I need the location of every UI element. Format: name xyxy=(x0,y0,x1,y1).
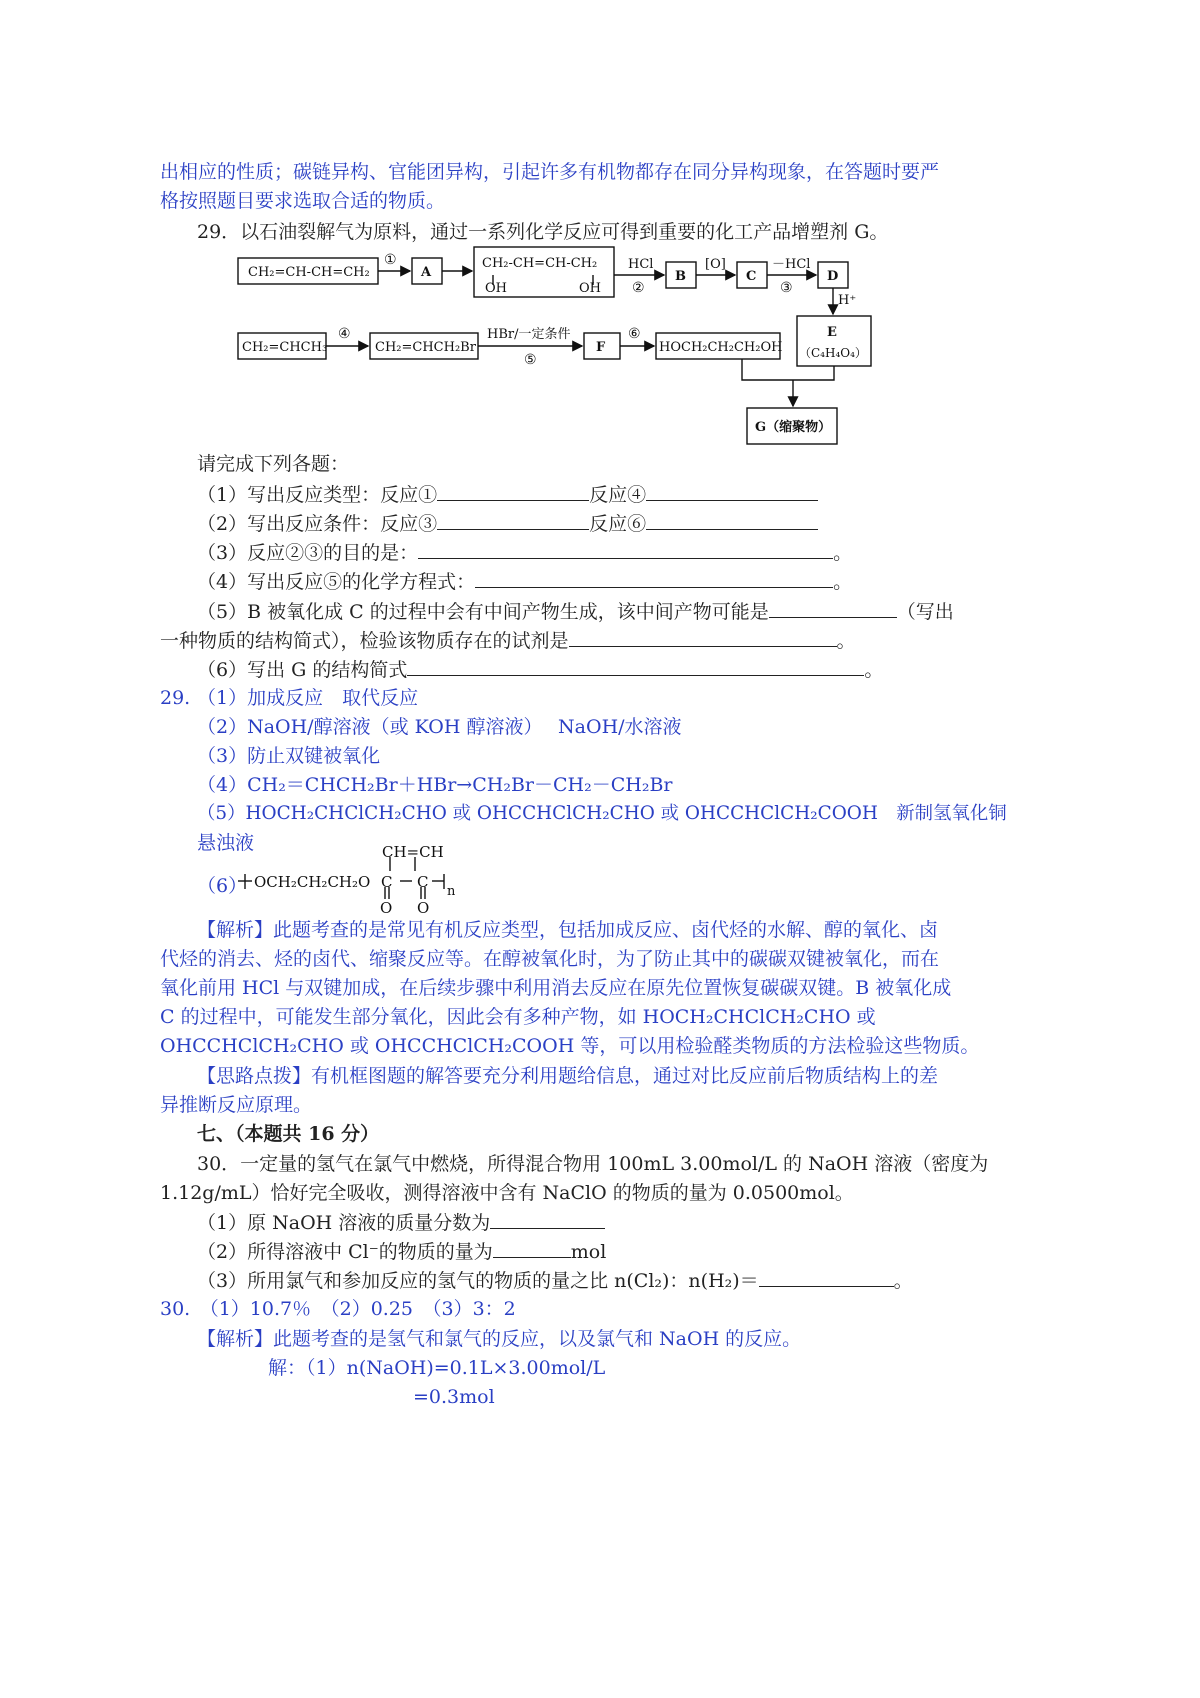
blank-equation5[interactable] xyxy=(475,567,833,588)
a30-solution-1: 解：（1）n(NaOH)=0.1L×3.00mol/L xyxy=(268,1357,606,1379)
diagram-D: D xyxy=(827,269,839,284)
q29-part5 xyxy=(197,597,954,626)
blank-intermediate[interactable] xyxy=(769,597,897,618)
polymer-c2: C xyxy=(417,873,429,891)
reaction-diagram xyxy=(0,0,1200,470)
diagram-E: E xyxy=(827,325,837,340)
a29-6-label: （6） xyxy=(197,875,248,897)
q29-p6-label: （6）写出 G 的结构简式 xyxy=(197,659,408,681)
q29-prompt: 请完成下列各题： xyxy=(197,453,350,475)
blank-condition6[interactable] xyxy=(646,509,818,530)
a30-analysis: 【解析】此题考查的是氢气和氯气的反应，以及氯气和 NaOH 的反应。 xyxy=(197,1328,802,1350)
a29-5a: （5）HOCH₂CHClCH₂CHO 或 OHCCHClCH₂CHO 或 OHCCHClCH₂COOH 新制氢氧化铜 xyxy=(197,803,1007,824)
a29-tip-2: 异推断反应原理。 xyxy=(160,1094,313,1116)
polymer-o1: O xyxy=(380,899,393,915)
diagram-E-formula: （C₄H₄O₄） xyxy=(799,346,867,360)
polymer-chain: OCH₂CH₂CH₂O xyxy=(254,873,371,891)
q29-part2 xyxy=(197,509,818,538)
diagram-propanediol: HOCH₂CH₂CH₂OH xyxy=(659,340,783,355)
q29-p5c-label: 一种物质的结构简式），检验该物质存在的试剂是 xyxy=(160,630,569,652)
diagram-step3: ③ xyxy=(780,280,793,296)
diagram-hcl: HCl xyxy=(628,257,654,272)
polymer-top: CH=CH xyxy=(382,845,444,861)
a29-4: （4）CH₂＝CHCH₂Br＋HBr→CH₂Br－CH₂－CH₂Br xyxy=(197,774,673,796)
period: 。 xyxy=(833,542,853,564)
diagram-oh1: OH xyxy=(485,281,507,296)
diagram-step6: ⑥ xyxy=(628,326,641,342)
diagram-A: A xyxy=(421,265,432,280)
q30-p1-label: （1）原 NaOH 溶液的质量分数为 xyxy=(197,1212,491,1234)
diagram-step2: ② xyxy=(632,280,645,296)
q29-part3 xyxy=(197,538,852,567)
polymer-n: n xyxy=(447,884,456,899)
diagram-B: B xyxy=(675,269,686,284)
diagram-butadiene: CH₂=CH-CH=CH₂ xyxy=(248,265,370,280)
q29-p2a-label: （2）写出反应条件：反应③ xyxy=(197,513,438,535)
a29-1: （1）加成反应 取代反应 xyxy=(197,687,419,709)
a30-solution-2: =0.3mol xyxy=(413,1386,495,1408)
q29-part6 xyxy=(197,655,883,684)
a29-analysis-4: C 的过程中，可能发生部分氧化，因此会有多种产物，如 HOCH₂CHClCH₂CHO 或 xyxy=(160,1006,876,1028)
diagram-minus-hcl: －HCl xyxy=(772,257,811,272)
q29-p1b-label: 反应④ xyxy=(589,484,647,506)
a29-2: （2）NaOH/醇溶液（或 KOH 醇溶液） NaOH/水溶液 xyxy=(197,716,682,738)
diagram-propene: CH₂=CHCH₃ xyxy=(242,340,328,355)
diagram-F: F xyxy=(596,340,606,355)
blank-reaction4[interactable] xyxy=(646,480,818,501)
a29-analysis-3: 氧化前用 HCl 与双键加成，在后续步骤中利用消去反应在原先位置恢复碳碳双键。B 被氧化成 xyxy=(160,977,952,999)
diagram-G: G（缩聚物） xyxy=(755,420,832,435)
a29-tip-1: 【思路点拨】有机框图题的解答要充分利用题给信息，通过对比反应前后物质结构上的差 xyxy=(197,1065,939,1087)
a29-5b: 悬浊液 xyxy=(197,832,255,854)
q29-p5a-label: （5）B 被氧化成 C 的过程中会有中间产物生成，该中间产物可能是 xyxy=(197,601,769,623)
diagram-hbr: HBr/一定条件 xyxy=(487,327,571,342)
q30-p3-label: （3）所用氯气和参加反应的氢气的物质的量之比 n(Cl₂)：n(H₂)＝ xyxy=(197,1270,759,1292)
period: 。 xyxy=(864,659,884,681)
blank-purpose[interactable] xyxy=(418,538,833,559)
diagram-allyl-bromide: CH₂=CHCH₂Br xyxy=(375,340,476,355)
diagram-mid-top: CH₂-CH=CH-CH₂ xyxy=(482,256,598,271)
diagram-step5: ⑤ xyxy=(524,352,537,368)
blank-ratio[interactable] xyxy=(759,1266,894,1287)
a29-analysis-5: OHCCHClCH₂CHO 或 OHCCHClCH₂COOH 等，可以用检验醛类物质的方法检验这些物质。 xyxy=(160,1035,980,1057)
diagram-oh2: OH xyxy=(579,281,601,296)
diagram-C: C xyxy=(746,269,757,284)
intro-line-2: 格按照题目要求选取合适的物质。 xyxy=(160,190,446,212)
q29-part5-cont xyxy=(160,626,856,655)
polymer-c1: C xyxy=(381,873,393,891)
q29-part1 xyxy=(197,480,818,509)
diagram-step4: ④ xyxy=(338,326,351,342)
q29-p2b-label: 反应⑥ xyxy=(589,513,647,535)
q29-p1a-label: （1）写出反应类型：反应① xyxy=(197,484,438,506)
a29-analysis-2: 代烃的消去、烃的卤代、缩聚反应等。在醇被氧化时，为了防止其中的碳碳双键被氧化，而在 xyxy=(160,948,940,970)
a29-analysis-1: 【解析】此题考查的是常见有机反应类型，包括加成反应、卤代烃的水解、醇的氧化、卤 xyxy=(197,919,939,941)
blank-mass-fraction[interactable] xyxy=(490,1208,605,1229)
blank-reagent[interactable] xyxy=(569,626,837,647)
diagram-oxid: [O] xyxy=(705,257,726,272)
q29-stem: 29．以石油裂解气为原料，通过一系列化学反应可得到重要的化工产品增塑剂 G。 xyxy=(197,221,889,243)
diagram-hplus: H⁺ xyxy=(838,293,857,308)
period: 。 xyxy=(836,630,856,652)
q30-part1 xyxy=(197,1208,605,1237)
q30-p2-unit: mol xyxy=(570,1241,607,1263)
polymer-o2: O xyxy=(417,899,430,915)
period: 。 xyxy=(893,1270,913,1292)
period: 。 xyxy=(833,571,853,593)
q29-part4 xyxy=(197,567,852,596)
blank-reaction1[interactable] xyxy=(437,480,589,501)
q30-part2 xyxy=(197,1237,606,1266)
blank-g-structure[interactable] xyxy=(407,655,864,676)
a30-line: 30. （1）10.7％ （2）0.25 （3）3：2 xyxy=(160,1298,516,1320)
blank-condition3[interactable] xyxy=(437,509,589,530)
q30-part3 xyxy=(197,1266,913,1295)
polymer-structure xyxy=(230,845,490,915)
q29-p5b-label: （写出 xyxy=(896,601,954,623)
q30-stem-2: 1.12g/mL）恰好完全吸收，测得溶液中含有 NaClO 的物质的量为 0.0500mol。 xyxy=(160,1182,854,1204)
q30-stem-1: 30．一定量的氢气在氯气中燃烧，所得混合物用 100mL 3.00mol/L 的 NaOH 溶液（密度为 xyxy=(197,1153,989,1175)
a29-num: 29. xyxy=(160,687,191,709)
blank-cl-amount[interactable] xyxy=(493,1237,571,1258)
q29-p4-label: （4）写出反应⑤的化学方程式： xyxy=(197,571,476,593)
section-7-heading: 七、（本题共 16 分） xyxy=(197,1123,380,1145)
q30-p2-label: （2）所得溶液中 Cl⁻的物质的量为 xyxy=(197,1241,493,1263)
q29-p3-label: （3）反应②③的目的是： xyxy=(197,542,419,564)
diagram-step1: ① xyxy=(384,252,397,268)
a29-3: （3）防止双键被氧化 xyxy=(197,745,381,767)
intro-line-1: 出相应的性质；碳链异构、官能团异构，引起许多有机物都存在同分异构现象，在答题时要严 xyxy=(160,161,940,183)
